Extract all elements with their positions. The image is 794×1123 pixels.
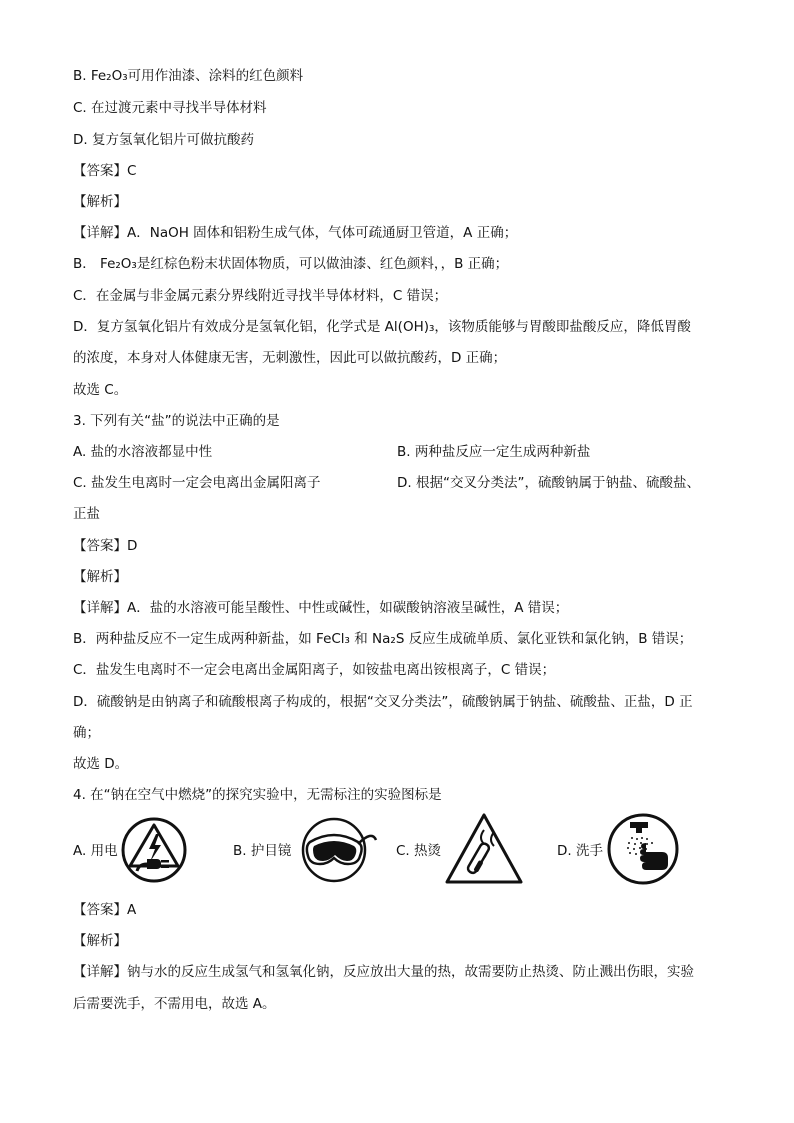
q2-conclusion: 故选 C。 bbox=[73, 382, 128, 398]
q2-analysis-heading: 【解析】 bbox=[73, 194, 127, 210]
q3-answer: 【答案】D bbox=[73, 538, 138, 554]
q3-option-d-line2: 正盐 bbox=[73, 506, 100, 522]
q4-option-c-label: C. 热烫 bbox=[396, 843, 442, 859]
q3-detail-d-line2: 确； bbox=[73, 725, 100, 741]
q2-answer: 【答案】C bbox=[73, 163, 137, 179]
q2-option-c: C. 在过渡元素中寻找半导体材料 bbox=[73, 100, 267, 116]
q3-option-d-line1: D. 根据“交叉分类法”，硫酸钠属于钠盐、硫酸盐、 bbox=[397, 475, 700, 491]
q4-analysis-heading: 【解析】 bbox=[73, 933, 127, 949]
q2-detail-a: 【详解】A．NaOH 固体和铝粉生成气体，气体可疏通厨卫管道，A 正确； bbox=[73, 225, 518, 241]
q2-detail-d-line2: 的浓度，本身对人体健康无害，无刺激性，因此可以做抗酸药，D 正确； bbox=[73, 350, 507, 366]
q4-detail-line1: 【详解】钠与水的反应生成氢气和氢氧化钠，反应放出大量的热，故需要防止热烫、防止溅出伤眼，实验 bbox=[73, 964, 694, 980]
q4-option-a-label: A. 用电 bbox=[73, 843, 118, 859]
q4-option-b-label: B. 护目镜 bbox=[233, 843, 292, 859]
q3-detail-b: B．两种盐反应不一定生成两种新盐，如 FeCl₃ 和 Na₂S 反应生成硫单质、氯化亚铁和氯化钠，B 错误； bbox=[73, 631, 693, 647]
q4-answer: 【答案】A bbox=[73, 902, 137, 918]
q3-stem: 3. 下列有关“盐”的说法中正确的是 bbox=[73, 413, 280, 429]
q3-detail-d-line1: D．硫酸钠是由钠离子和硫酸根离子构成的，根据“交叉分类法”，硫酸钠属于钠盐、硫酸盐、正盐，D 正 bbox=[73, 694, 693, 710]
q3-detail-c: C．盐发生电离时不一定会电离出金属阳离子，如铵盐电离出铵根离子，C 错误； bbox=[73, 662, 556, 678]
q3-option-a: A. 盐的水溶液都显中性 bbox=[73, 444, 213, 460]
electricity-hazard-icon bbox=[120, 816, 188, 884]
q2-option-b: B. Fe₂O₃可用作油漆、涂料的红色颜料 bbox=[73, 68, 304, 84]
q3-conclusion: 故选 D。 bbox=[73, 756, 129, 772]
q2-option-d: D. 复方氢氧化铝片可做抗酸药 bbox=[73, 132, 254, 148]
q4-detail-line2: 后需要洗手，不需用电，故选 A。 bbox=[73, 996, 276, 1012]
q3-analysis-heading: 【解析】 bbox=[73, 569, 127, 585]
q4-stem: 4. 在“钠在空气中燃烧”的探究实验中，无需标注的实验图标是 bbox=[73, 787, 442, 803]
q3-option-b: B. 两种盐反应一定生成两种新盐 bbox=[397, 444, 591, 460]
q2-detail-d-line1: D．复方氢氧化铝片有效成分是氢氧化铝，化学式是 Al(OH)₃，该物质能够与胃酸即盐酸反应，降低胃酸 bbox=[73, 319, 691, 335]
q3-option-c: C. 盐发生电离时一定会电离出金属阳离子 bbox=[73, 475, 321, 491]
q3-detail-a: 【详解】A．盐的水溶液可能呈酸性、中性或碱性，如碳酸钠溶液呈碱性，A 错误； bbox=[73, 600, 569, 616]
q4-option-d-label: D. 洗手 bbox=[557, 843, 603, 859]
hot-surface-icon bbox=[444, 812, 524, 886]
q2-detail-c: C．在金属与非金属元素分界线附近寻找半导体材料，C 错误； bbox=[73, 288, 448, 304]
goggles-icon bbox=[296, 814, 380, 884]
hand-wash-icon bbox=[606, 812, 680, 886]
q2-detail-b: B． Fe₂O₃是红棕色粉末状固体物质，可以做油漆、红色颜料，，B 正确； bbox=[73, 256, 509, 272]
